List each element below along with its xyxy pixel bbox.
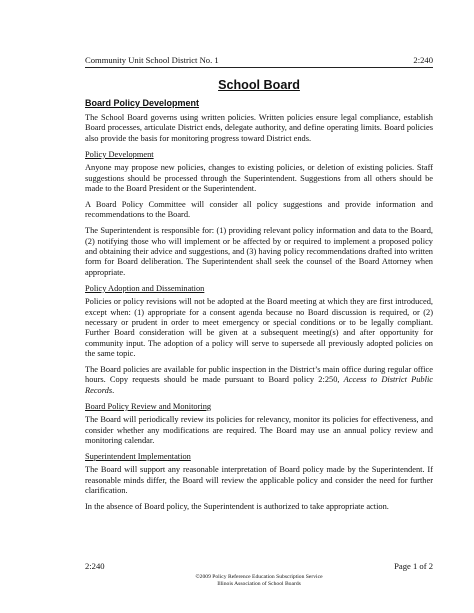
paragraph: The Board will support any reasonable interpretation of Board policy made by the Superintendent. If reasonable minds differ, the Board will review the applicable policy and consider the need for further clarification. <box>85 465 433 496</box>
policy-reference-title: Access to District Public Records <box>85 375 433 395</box>
paragraph: A Board Policy Committee will consider all policy suggestions and provide information and recommendations to the Board. <box>85 199 433 220</box>
subheading-policy-development: Policy Development <box>85 149 154 159</box>
text-run: The Board policies are available for public inspection in the District’s main office during regular office hours. Copy requests should be made pursuant to Board policy 2:250, <box>85 365 433 385</box>
district-name: Community Unit School District No. 1 <box>85 55 219 65</box>
subheading-policy-adoption: Policy Adoption and Dissemination <box>85 283 205 293</box>
paragraph: Policies or policy revisions will not be adopted at the Board meeting at which they are first introduced, except when: (1) appropriate for a consent agenda because no Board discussion is required, or (2) necessary or prudent in order to meet emergency or special conditions or to be legally compliant. Further Board consideration will be given at a subsequent meeting(s) and after opportunity for community input. The adoption of a policy will serve to supersede all previously adopted policies on the same topic. <box>85 297 433 359</box>
footer-code: 2:240 <box>85 561 105 571</box>
page-title: School Board <box>218 78 300 92</box>
paragraph: The Board will periodically review its policies for relevancy, monitor its policies for effectiveness, and consider whether any modifications are required. The Board may use an annual policy review and monitoring calendar. <box>85 415 433 445</box>
intro-paragraph: The School Board governs using written policies. Written policies ensure legal compliance, establish Board processes, articulate District ends, delegate authority, and define operating limits. Board policies also provide the basis for monitoring progress toward District ends. <box>85 113 433 143</box>
copyright-line: ©2009 Policy Reference Education Subscription Service <box>195 574 323 580</box>
paragraph: In the absence of Board policy, the Superintendent is authorized to take appropriate action. <box>85 502 389 511</box>
paragraph: The Superintendent is responsible for: (1) providing relevant policy information and data to the Board, (2) notifying those who will implement or be affected by or required to implement a proposed policy and obtaining their advice and suggestions, and (3) having policy recommendations drafted into written form for Board deliberation. The Superintendent shall seek the counsel of the Board Attorney when appropriate. <box>85 226 433 277</box>
subheading-superintendent-implementation: Superintendent Implementation <box>85 451 191 461</box>
paragraph-public-inspection <box>85 365 433 396</box>
policy-body <box>85 98 433 518</box>
page-header <box>85 55 433 68</box>
policy-code: 2:240 <box>413 55 433 65</box>
subheading-policy-review: Board Policy Review and Monitoring <box>85 401 212 411</box>
page-number: Page 1 of 2 <box>394 561 433 571</box>
section-heading: Board Policy Development <box>85 98 200 108</box>
copyright-notice <box>85 574 433 588</box>
paragraph: Anyone may propose new policies, changes to existing policies, or deletion of existing policies. Staff suggestions should be processed through the Superintendent. Suggestions from all others should be made to the Board President or the Superintendent. <box>85 163 433 193</box>
document-page <box>85 0 433 613</box>
page-footer <box>85 561 433 572</box>
publisher-line: Illinois Association of School Boards <box>217 581 301 587</box>
text-run: . <box>112 385 115 395</box>
